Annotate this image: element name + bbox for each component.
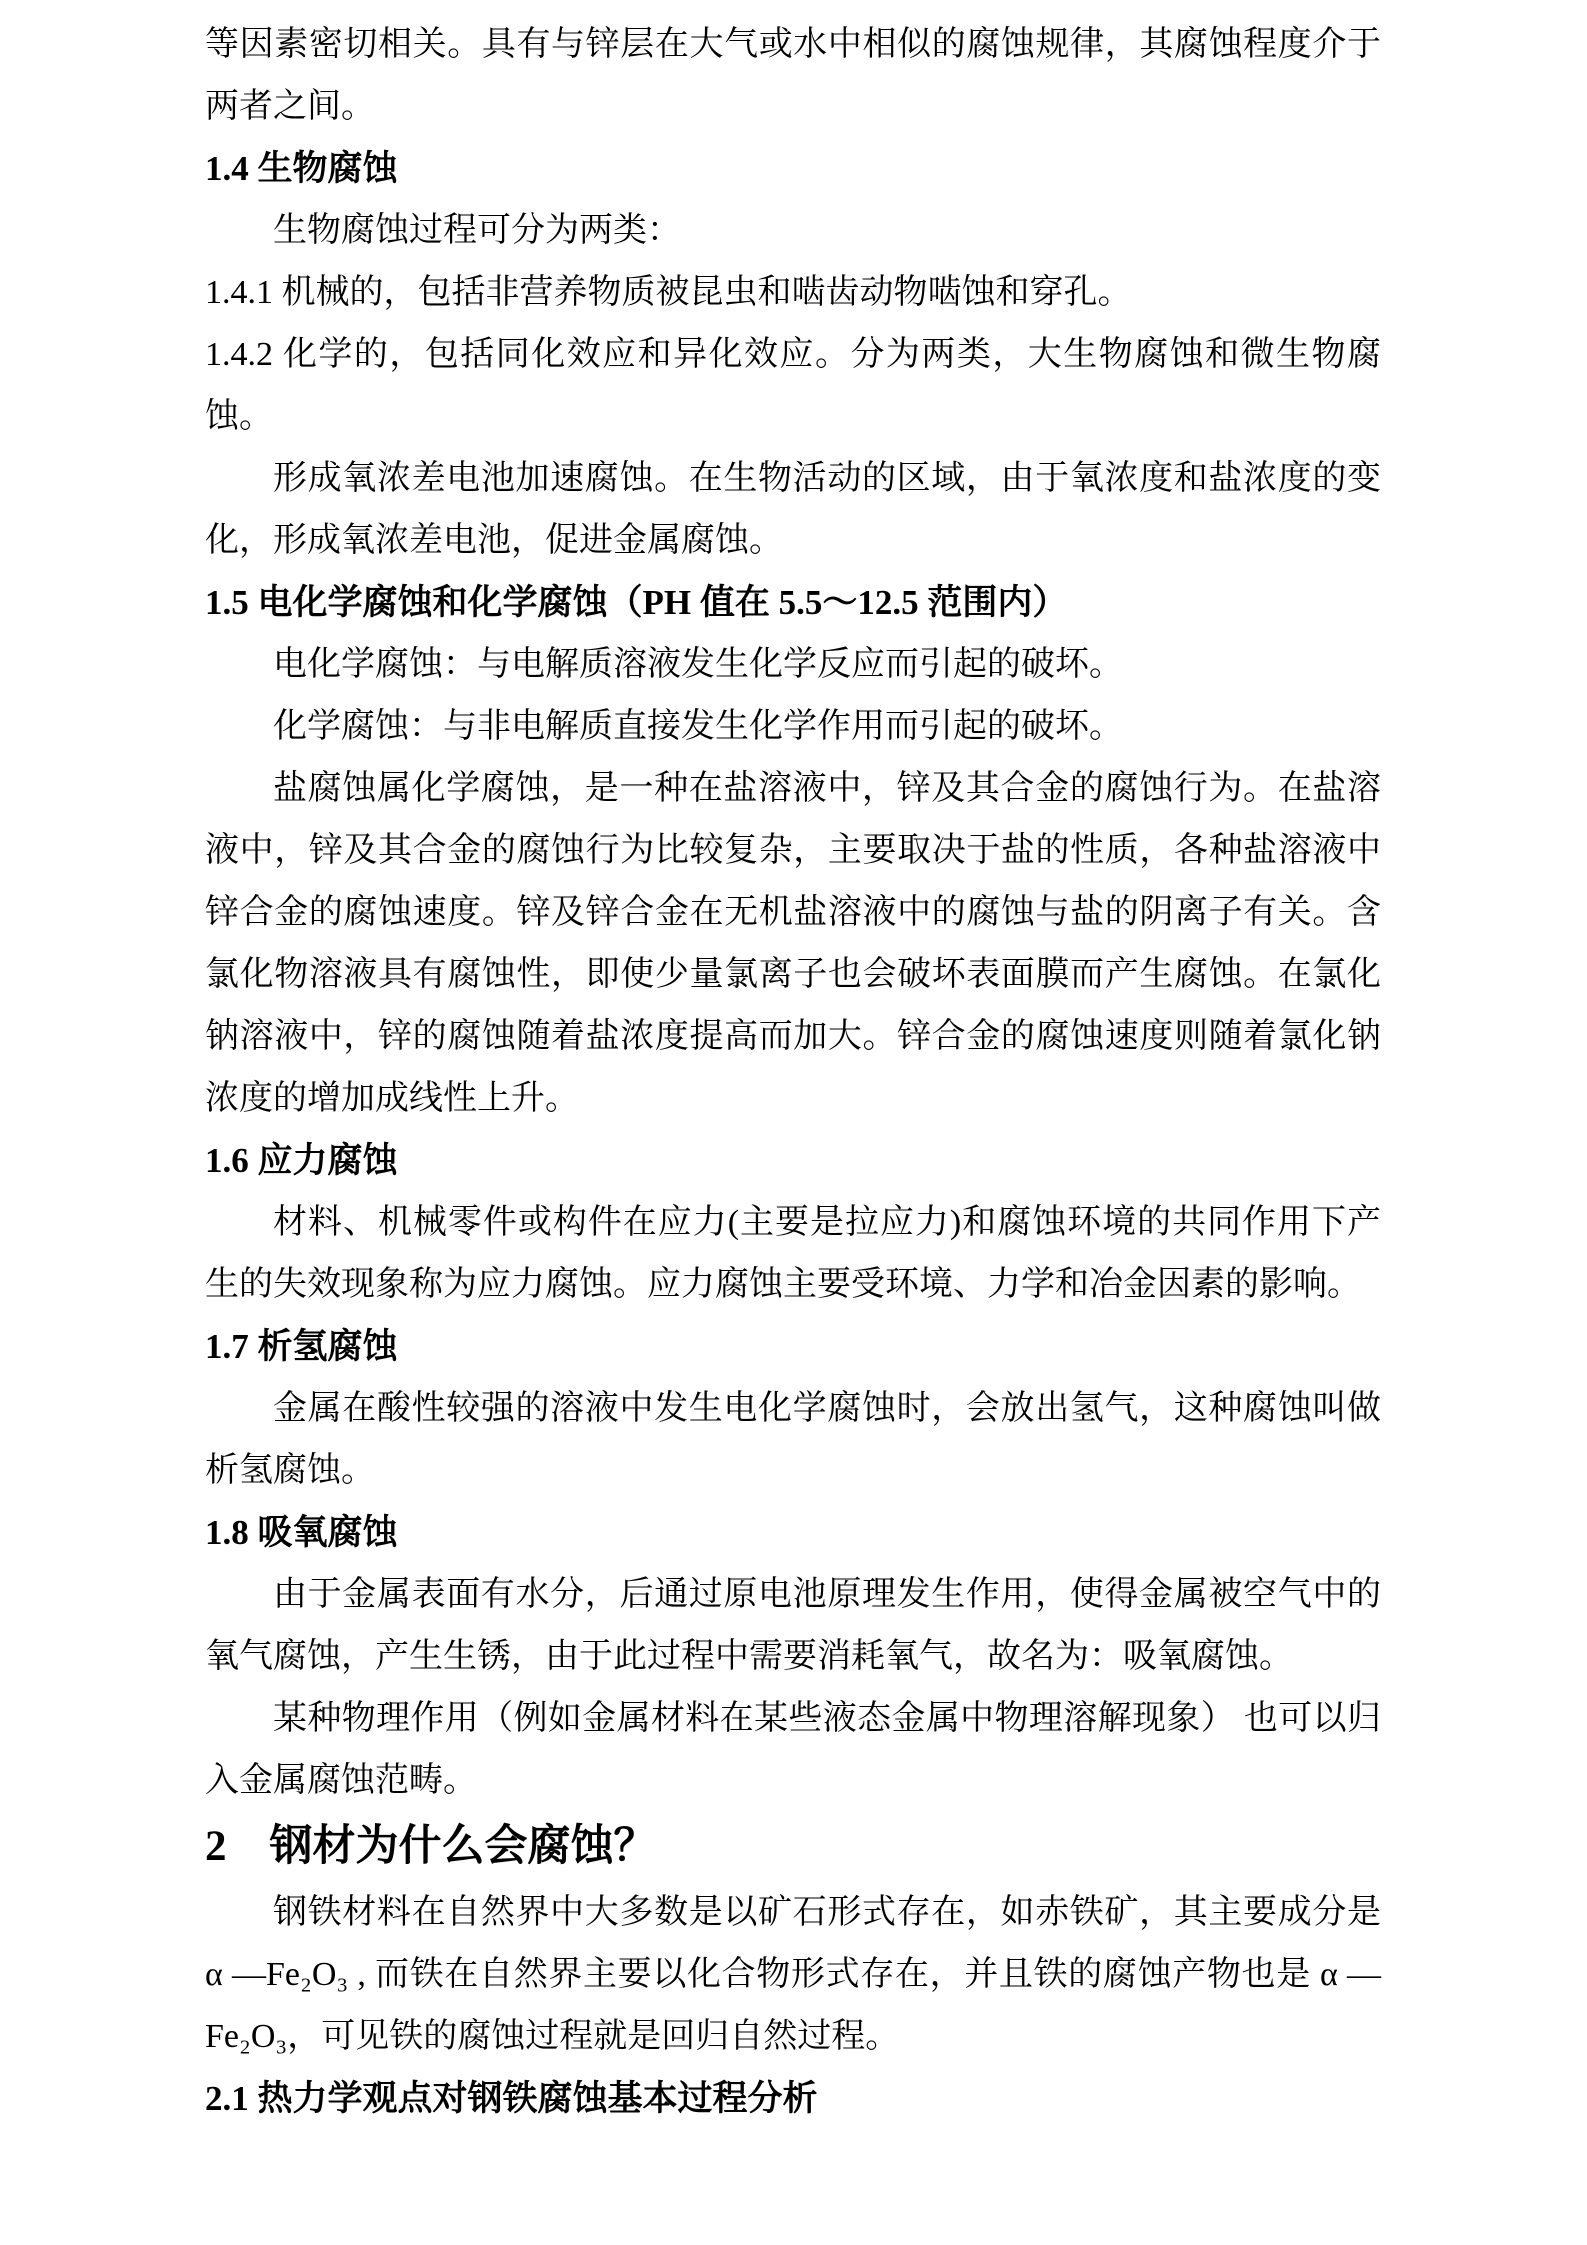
body-paragraph: 等因素密切相关。具有与锌层在大气或水中相似的腐蚀规律，其腐蚀程度介于两者之间。 <box>205 26 1381 125</box>
body-paragraph: 形成氧浓差电池加速腐蚀。在生物活动的区域，由于氧浓度和盐浓度的变化，形成氧浓差电池，促进金属腐蚀。 <box>205 460 1381 559</box>
body-paragraph: 某种物理作用（例如金属材料在某些液态金属中物理溶解现象） 也可以归入金属腐蚀范畴。 <box>205 1700 1381 1799</box>
subsection-heading: 1.5 电化学腐蚀和化学腐蚀（PH 值在 5.5～12.5 范围内） <box>205 583 1068 622</box>
body-paragraph: 化学腐蚀：与非电解质直接发生化学作用而引起的破坏。 <box>273 708 1123 745</box>
subsection-heading: 2.1 热力学观点对钢铁腐蚀基本过程分析 <box>205 2079 818 2118</box>
body-paragraph: 1.4.2 化学的，包括同化效应和异化效应。分为两类，大生物腐蚀和微生物腐蚀。 <box>205 336 1381 435</box>
subsection-heading: 1.7 析氢腐蚀 <box>205 1327 398 1366</box>
body-paragraph: 1.4.1 机械的，包括非营养物质被昆虫和啮齿动物啮蚀和穿孔。 <box>205 274 1132 311</box>
body-paragraph: 由于金属表面有水分，后通过原电池原理发生作用，使得金属被空气中的氧气腐蚀，产生生锈，由于此过程中需要消耗氧气，故名为：吸氧腐蚀。 <box>205 1576 1381 1675</box>
subsection-heading: 1.8 吸氧腐蚀 <box>205 1513 398 1552</box>
subsection-heading: 1.6 应力腐蚀 <box>205 1141 398 1180</box>
section-heading: 2 钢材为什么会腐蚀？ <box>205 1823 657 1870</box>
body-paragraph: 盐腐蚀属化学腐蚀，是一种在盐溶液中，锌及其合金的腐蚀行为。在盐溶液中，锌及其合金的腐蚀行为比较复杂，主要取决于盐的性质，各种盐溶液中锌合金的腐蚀速度。锌及锌合金在无机盐溶液中的腐蚀与盐的阴离子有关。含氯化物溶液具有腐蚀性，即使少量氯离子也会破坏表面膜而产生腐蚀。在氯化钠溶液中，锌的腐蚀随着盐浓度提高而加大。锌合金的腐蚀速度则随着氯化钠浓度的增加成线性上升。 <box>205 770 1381 1117</box>
body-paragraph: 金属在酸性较强的溶液中发生电化学腐蚀时，会放出氢气，这种腐蚀叫做析氢腐蚀。 <box>205 1390 1381 1489</box>
body-paragraph: 电化学腐蚀：与电解质溶液发生化学反应而引起的破坏。 <box>273 646 1123 683</box>
body-paragraph: 材料、机械零件或构件在应力(主要是拉应力)和腐蚀环境的共同作用下产生的失效现象称为应力腐蚀。应力腐蚀主要受环境、力学和冶金因素的影响。 <box>205 1204 1381 1303</box>
subsection-heading: 1.4 生物腐蚀 <box>205 149 398 188</box>
body-paragraph: 生物腐蚀过程可分为两类： <box>273 212 681 249</box>
body-paragraph: 钢铁材料在自然界中大多数是以矿石形式存在，如赤铁矿，其主要成分是 α —Fe₂O₃ , 而铁在自然界主要以化合物形式存在，并且铁的腐蚀产物也是 α —Fe₂O₃，可见铁的腐蚀过程就是回归自然过程。 <box>205 1894 1381 2055</box>
document-content <box>205 14 1381 2130</box>
